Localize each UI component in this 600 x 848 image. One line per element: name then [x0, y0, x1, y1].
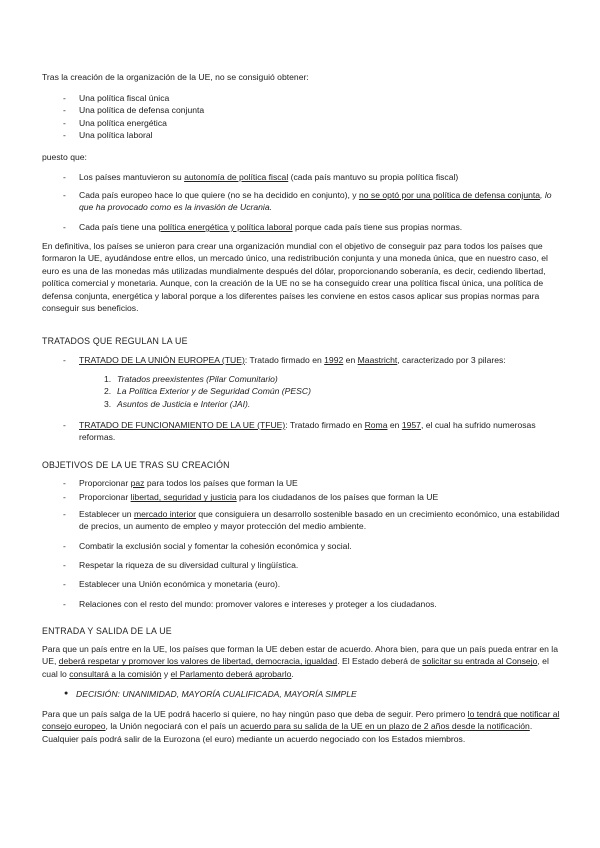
list-item: - TRATADO DE LA UNIÓN EUROPEA (TUE): Tratado firmado en 1992 en Maastricht, caracterizado por 3 pilares:	[42, 354, 562, 366]
objectives-list	[42, 477, 562, 504]
summary-paragraph: En definitiva, los países se unieron para crear una organización mundial con el objetivo de conseguir paz para todos los países que formaron la UE, ayudándose entre ellos, un mercado único, una redistribución conjunta y una moneda única, que en nuestro caso, el euro es una de las monedas más utilizadas mundialmente después del dólar, proporcionando soberanía, es decir, cediendo libertad, política comercial y monetaria. Aunque, con la creación de la UE no se ha conseguido crear una política fiscal única, una política de defensa conjunta, energética y laboral porque a los diferentes países les conviene en estos casos aplicar sus propias normas para conseguir sus beneficios.	[42, 241, 548, 314]
objectives-heading: OBJETIVOS DE LA UE TRAS SU CREACIÓN	[42, 460, 230, 470]
list-item: - Una política energética	[42, 117, 562, 129]
reasons-list-3	[42, 221, 562, 233]
list-item: 3. Asuntos de Justicia e Interior (JAI).	[104, 398, 251, 409]
list-item: - Una política fiscal única	[42, 92, 562, 104]
list-item: - Los países mantuvieron su autonomía de política fiscal (cada país mantuvo su propia política fiscal)	[42, 171, 562, 183]
objectives-list-5	[42, 559, 562, 571]
list-item: - TRATADO DE FUNCIONAMIENTO DE LA UE (TFUE): Tratado firmado en Roma en 1957, el cual ha sufrido numerosas reformas.	[42, 419, 562, 444]
list-item: - Cada país tiene una política energética y política laboral porque cada país tiene sus propias normas.	[42, 221, 562, 233]
list-item: - Establecer un mercado interior que consiguiera un desarrollo sostenible basado en un crecimiento económico, una estabilidad de precios, un aumento de empleo y mayor protección del medio ambiente.	[42, 508, 562, 533]
list-item: - Cada país europeo hace lo que quiere (no se ha decidido en conjunto), y no se optó por una política de defensa conjunta, lo que ha provocado como es la invasión de Ucrania.	[42, 189, 562, 214]
objectives-list-3	[42, 508, 562, 533]
decision-list	[42, 688, 562, 700]
list-item: - Proporcionar libertad, seguridad y justicia para los ciudadanos de los países que forman la UE	[42, 491, 562, 503]
exit-paragraph: Para que un país salga de la UE podrá hacerlo si quiere, no hay ningún paso que deba de seguir. Pero primero lo tendrá que notificar al consejo europeo, la Unión negociará con el país un acuerdo para su salida de la UE en un plazo de 2 años desde la notificación. Cualquier país podrá salir de la Eurozona (el euro) mediante un acuerdo negociado con los Estados miembros.	[42, 709, 560, 744]
pillars-list	[42, 373, 562, 410]
reasons-list	[42, 171, 562, 183]
objectives-list-7	[42, 598, 562, 610]
treaties-list-2	[42, 419, 562, 444]
reasons-list-2	[42, 189, 562, 214]
unachieved-list	[42, 92, 562, 142]
list-item: - Una política de defensa conjunta	[42, 104, 562, 116]
list-item: - Una política laboral	[42, 129, 562, 141]
list-item: - Establecer una Unión económica y monetaria (euro).	[42, 578, 562, 590]
treaties-list	[42, 354, 562, 366]
treaties-heading: TRATADOS QUE REGULAN LA UE	[42, 336, 188, 346]
list-item: - Relaciones con el resto del mundo: promover valores e intereses y proteger a los ciudadanos.	[42, 598, 562, 610]
list-item: 1. Tratados preexistentes (Pilar Comunitario)	[104, 374, 278, 384]
entry-paragraph: Para que un país entre en la UE, los países que forman la UE deben estar de acuerdo. Ahora bien, para que un país pueda entrar en la UE, deberá respetar y promover los valores de libertad, democracia, igualdad. El Estado deberá de solicitar su entrada al Consejo, el cual lo consultará a la comisión y el Parlamento deberá aprobarlo.	[42, 644, 558, 679]
intro-line: Tras la creación de la organización de la UE, no se consiguió obtener:	[42, 72, 309, 82]
objectives-list-4	[42, 540, 562, 552]
list-item: 2. La Política Exterior y de Seguridad Común (PESC)	[104, 386, 311, 397]
entry-heading: ENTRADA Y SALIDA DE LA UE	[42, 626, 172, 636]
list-item: - Combatir la exclusión social y fomentar la cohesión económica y social.	[42, 540, 562, 552]
list-item: - Proporcionar paz para todos los países que forman la UE	[42, 477, 562, 489]
objectives-list-6	[42, 578, 562, 590]
list-item: - Respetar la riqueza de su diversidad cultural y lingüística.	[42, 559, 562, 571]
since-line: puesto que:	[42, 152, 87, 162]
list-item: ● DECISIÓN: UNANIMIDAD, MAYORÍA CUALIFICADA, MAYORÍA SIMPLE	[42, 688, 562, 700]
